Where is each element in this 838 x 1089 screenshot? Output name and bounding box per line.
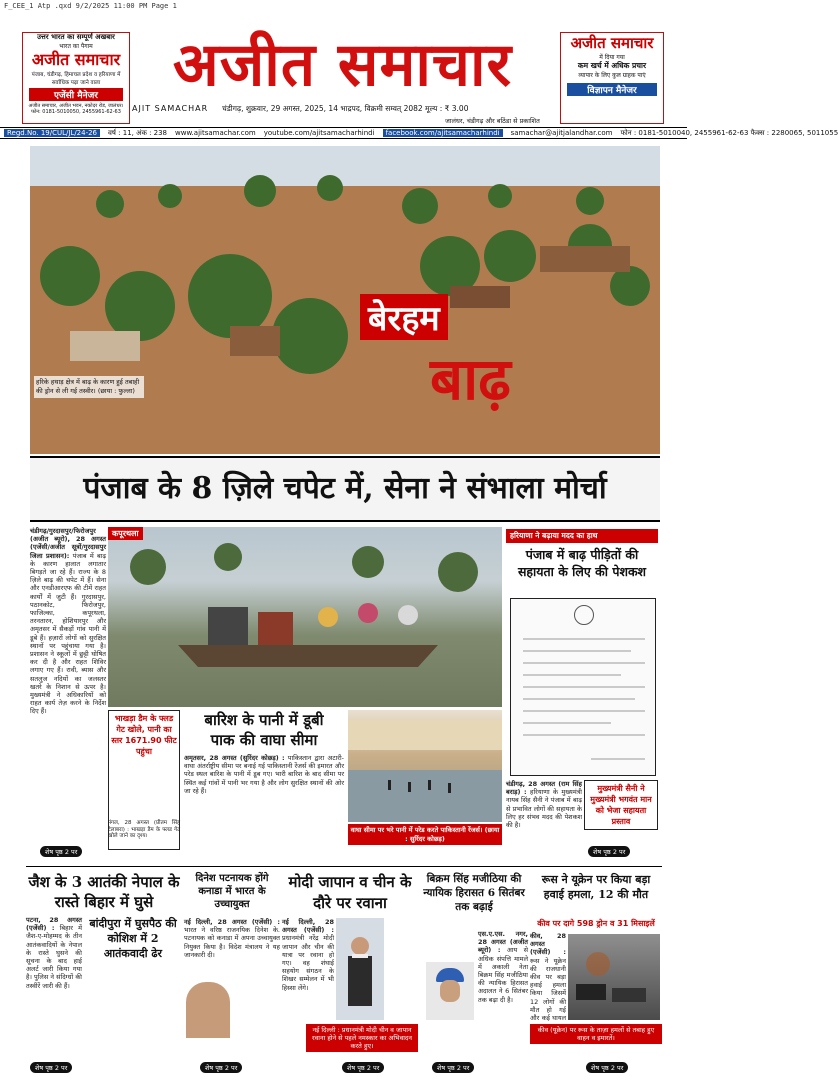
kapurthala-boat-photo: [108, 527, 502, 707]
bhakra-caption: नंगल, 28 अगस्त (प्रीतम सिंह टेलाबरा) : भाखड़ा डैम के फ्लड गेट खोले जाने का दृश्य।: [108, 820, 180, 839]
left-column-dateline: चंडीगढ़/गुरदासपुर/फिरोजपुर (अजीत ब्यूरो), 28 अगस्त (एजेंसी/अजीत सूत्रों/गुरदासपुर जिला प्रशासन):: [30, 527, 106, 560]
haryana-headline: पंजाब में बाढ़ पीड़ितों की सहायता के लिए की पेशकश: [517, 547, 647, 579]
wagah-photo: [348, 710, 502, 822]
face-icon: [440, 980, 460, 1002]
emblem-icon: [574, 605, 594, 625]
left-column-story: [30, 527, 106, 843]
russia-dateline: कीव, 28 अगस्त (एजेंसी) :: [530, 932, 566, 957]
modi-dateline: नई दिल्ली, 28 अगस्त (एजेंसी) :: [282, 918, 334, 935]
info-strip: [0, 127, 838, 139]
canada-portrait: [186, 982, 230, 1038]
left-ear-band: एजेंसी मैनेजर: [29, 88, 123, 101]
majithia-body: आय से अधिक संपत्ति मामले में अकाली नेता बिक्रम सिंह मजीठिया की न्यायिक हिरासत अदालत ने 6 सितंबर तक बढ़ा दी है।: [478, 946, 528, 1004]
nepal-continued: शेष पृष्ठ 2 पर: [30, 1062, 72, 1073]
scan-line: F_CEE_1 Atp .qxd 9/2/2025 11:00 PM Page 1: [4, 2, 177, 10]
majithia-continued: शेष पृष्ठ 2 पर: [432, 1062, 474, 1073]
boat-illustration: [108, 527, 502, 707]
nepal-subheadline: बांदीपुरा में घुसपैठ की कोशिश में 2 आतंकवादी ढेर: [89, 917, 177, 960]
right-ear-line1: में दिया गया: [599, 54, 625, 61]
issue-number: वर्ष : 11, अंक : 238: [108, 128, 168, 137]
wagah-body: पाकिस्तान द्वारा अटारी-वाघा अंतर्राष्ट्रीय सीमा पर बनाई गई पाकिस्तानी रेंजर्स की इमारत और परेड स्थल बारिश के पानी में डूब गए। भारी बारिश के बाद सीमा पर स्थित कई गांवों में पानी भर गया है और लोग सुरक्षित स्थानों की ओर जा रहे हैं।: [184, 754, 344, 795]
kapurthala-label: कपूरथला: [108, 527, 143, 540]
russia-photo: [568, 934, 660, 1020]
masthead: [130, 30, 555, 100]
dateline: चंडीगढ़, शुक्रवार, 29 अगस्त, 2025, 14 भाद्रपद, विक्रमी सम्वत् 2082 मूल्य : ₹ 3.00: [222, 104, 469, 113]
modi-illustration: [336, 918, 384, 1020]
right-ear-line2: कम खर्च में अधिक प्रचार: [577, 61, 647, 70]
left-ear-brand: अजीत समाचार: [31, 50, 121, 69]
russia-continued: शेष पृष्ठ 2 पर: [586, 1062, 628, 1073]
majithia-headline: बिक्रम सिंह मजीठिया की न्यायिक हिरासत 6 सितंबर तक बढ़ाई: [423, 873, 525, 913]
wagah-story: [184, 754, 344, 846]
haryana-body: हरियाणा के मुख्यमंत्री नायब सिंह सैनी ने पंजाब में बाढ़ से प्रभावित लोगों की सहायता के लिए हर संभव मदद की पेशकश की है।: [506, 788, 582, 830]
left-ear-box: [22, 32, 130, 124]
left-ear-line3: पंजाब, चंडीगढ़, हिमाचल प्रदेश व हरियाणा में: [31, 72, 121, 78]
phone-info: फोन : 0181-5010040, 2455961-62-63 फैक्स : 2280065, 5011055: [620, 128, 838, 137]
modi-headline: मोदी जापान व चीन के दौरे पर रवाना: [288, 873, 412, 912]
bhakra-text: भाखड़ा डैम के फ्लड गेट खोले, पानी का स्तर 1671.90 फीट पहुंचा: [111, 714, 177, 756]
main-headline: पंजाब के 8 ज़िले चपेट में, सेना ने संभाला मोर्चा: [30, 456, 660, 522]
hero-caption: हरिके हथाड़ क्षेत्र में बाढ़ के कारण हुई तबाही की ड्रोन से ली गई तस्वीर। (छाया : फुल्ला): [34, 376, 144, 398]
left-column-body: पंजाब में बाढ़ के कारण हालात लगातार बिगड़ते जा रहे हैं। राज्य के 8 ज़िले बाढ़ की चपेट में हैं। सेना और एनडीआरएफ की टीमें राहत कार्यों में जुटी हैं। गुरदासपुर, पठानकोट, फिरोजपुर, फाजिल्का, कपूरथला, तरनतारन, होशियारपुर और अमृतसर में सैकड़ों गांव पानी में डूबे हैं। हज़ारों लोगों को सुरक्षित स्थानों पर पहुंचाया गया है। प्रशासन ने स्कूलों में छुट्टी घोषित कर दी है और राहत शिविर लगाए गए हैं। रावी, ब्यास और सतलुज नदियों का जलस्तर खतरे के निशान से ऊपर है। मुख्यमंत्री ने अधिकारियों को राहत कार्य तेज़ करने के निर्देश दिए हैं।: [30, 551, 107, 716]
modi-continued: शेष पृष्ठ 2 पर: [342, 1062, 384, 1073]
left-ear-contact: अजीत समाचार, अजीत भवन, नकोदर रोड, जालंधर। फोन: 0181-5010050, 2455961-62-63: [28, 103, 124, 115]
nepal-body: बिहार में जैश-ए-मोहम्मद के तीन आतंकवादियों के नेपाल के रास्ते घुसने की सूचना के बाद हाई अलर्ट जारी किया गया है। पुलिस ने संदिग्धों की तस्वीरें जारी की हैं।: [26, 924, 82, 990]
majithia-portrait: [426, 962, 474, 1020]
canada-continued: शेष पृष्ठ 2 पर: [200, 1062, 242, 1073]
letter-lines: [511, 599, 657, 777]
left-column-continued: शेष पृष्ठ 2 पर: [40, 846, 82, 857]
email-link[interactable]: samachar@ajitjalandhar.com: [510, 129, 613, 137]
facebook-link[interactable]: facebook.com/ajitsamacharhindi: [383, 129, 503, 137]
right-ear-brand: अजीत समाचार: [570, 34, 654, 52]
modi-caption: नई दिल्ली : प्रधानमंत्री मोदी चीन व जापान रवाना होने से पहले नमस्कार का अभिवादन करते हुए।: [306, 1024, 418, 1052]
hero-tag-top: बेरहम: [360, 294, 448, 340]
nepal-dateline: पटना, 28 अगस्त (एजेंसी) :: [26, 916, 82, 933]
website-link[interactable]: www.ajitsamachar.com: [175, 129, 256, 137]
right-ear-line3: व्यापार के लिए कुल ग्राहक पाएं: [578, 72, 646, 79]
bottom-row-divider: [26, 866, 662, 867]
reg-number: Regd.No. 19/CUL/JL/24-26: [4, 129, 100, 137]
youtube-link[interactable]: youtube.com/ajitsamacharhindi: [263, 129, 375, 137]
hero-flood-photo: [30, 146, 660, 454]
edition-note: जालंधर, चंडीगढ़ और बठिंडा से प्रकाशित: [445, 117, 540, 125]
modi-body: प्रधानमंत्री नरेंद्र मोदी जापान और चीन की यात्रा पर रवाना हो गए। वह शंघाई सहयोग संगठन के शिखर सम्मेलन में भी हिस्सा लेंगे।: [282, 934, 334, 992]
wagah-headline: [184, 710, 344, 750]
russia-subheadline: कीव पर दागे 598 ड्रोन व 31 मिसाइलें: [537, 919, 655, 928]
russia-headline: रूस ने यूक्रेन पर किया बड़ा हवाई हमला, 12 की मौत: [541, 873, 651, 901]
canada-headline: दिनेश पटनायक होंगे कनाडा में भारत के उच्चायुक्त: [195, 873, 269, 910]
russia-story: [530, 932, 566, 1022]
hero-tag-bottom: बाढ़: [430, 345, 511, 413]
masthead-subtitle: AJIT SAMACHAR: [132, 104, 209, 113]
russia-caption: कीव (यूक्रेन) पर रूस के ताज़ा हमलों से तबाह हुए वाहन व इमारतें।: [530, 1024, 662, 1044]
russia-body: रूस ने यूक्रेन की राजधानी कीव पर बड़ा हवाई हमला किया जिसमें 12 लोगों की मौत हो गई और कई घायल: [530, 956, 566, 1023]
left-ear-line1: उत्तर भारत का सम्पूर्ण अखबार: [37, 33, 115, 41]
flood-illustration: [30, 146, 660, 454]
majithia-story: [478, 930, 528, 1020]
nepal-story: [26, 916, 82, 1056]
wagah-headline-1: बारिश के पानी में डूबी: [204, 711, 324, 729]
majithia-dateline: एस.ए.एस. नगर, 28 अगस्त (अजीत ब्यूरो) :: [478, 930, 528, 955]
wagah-illustration: [348, 710, 502, 822]
masthead-title: अजीत समाचार: [172, 30, 513, 100]
wagah-headline-2: पाक की वाघा सीमा: [210, 731, 318, 749]
haryana-letter-image: [510, 598, 656, 776]
haryana-continued: शेष पृष्ठ 2 पर: [588, 846, 630, 857]
wagah-caption: वाघा सीमा पर भरे पानी में परेड करते पाकिस्तानी रेंजर्स। (छाया : सुरिंदर कोछड़): [348, 824, 502, 845]
right-ear-band: विज्ञापन मैनेजर: [567, 83, 657, 96]
canada-dateline: नई दिल्ली, 28 अगस्त (एजेंसी) :: [184, 918, 280, 926]
left-ear-line2: भारत का पैगाम: [59, 43, 93, 50]
haryana-story: [506, 780, 582, 844]
haryana-side-head: मुख्यमंत्री सैनी ने मुख्यमंत्री भगवंत मान को भेजा सहायता प्रस्ताव: [584, 780, 658, 830]
haryana-tag: हरियाणा ने बढ़ाया मदद का हाथ: [506, 529, 658, 543]
haryana-dateline: चंडीगढ़, 28 अगस्त (राम सिंह बराड़) :: [506, 780, 582, 797]
right-ear-box: [560, 32, 664, 124]
modi-photo: [336, 918, 384, 1020]
wagah-dateline: अमृतसर, 28 अगस्त (सुरिंदर कोछड़) :: [184, 754, 285, 762]
canada-body: भारत ने वरिष्ठ राजनयिक दिनेश के. पटनायक को कनाडा में अपना उच्चायुक्त नियुक्त किया है। विदेश मंत्रालय ने यह जानकारी दी।: [184, 926, 280, 959]
russia-illustration: [568, 934, 660, 1020]
nepal-headline: जैश के 3 आतंकी नेपाल के रास्ते बिहार में घुसे: [28, 873, 180, 911]
left-ear-line4: सर्वाधिक पढ़ा जाने वाला: [51, 80, 101, 86]
